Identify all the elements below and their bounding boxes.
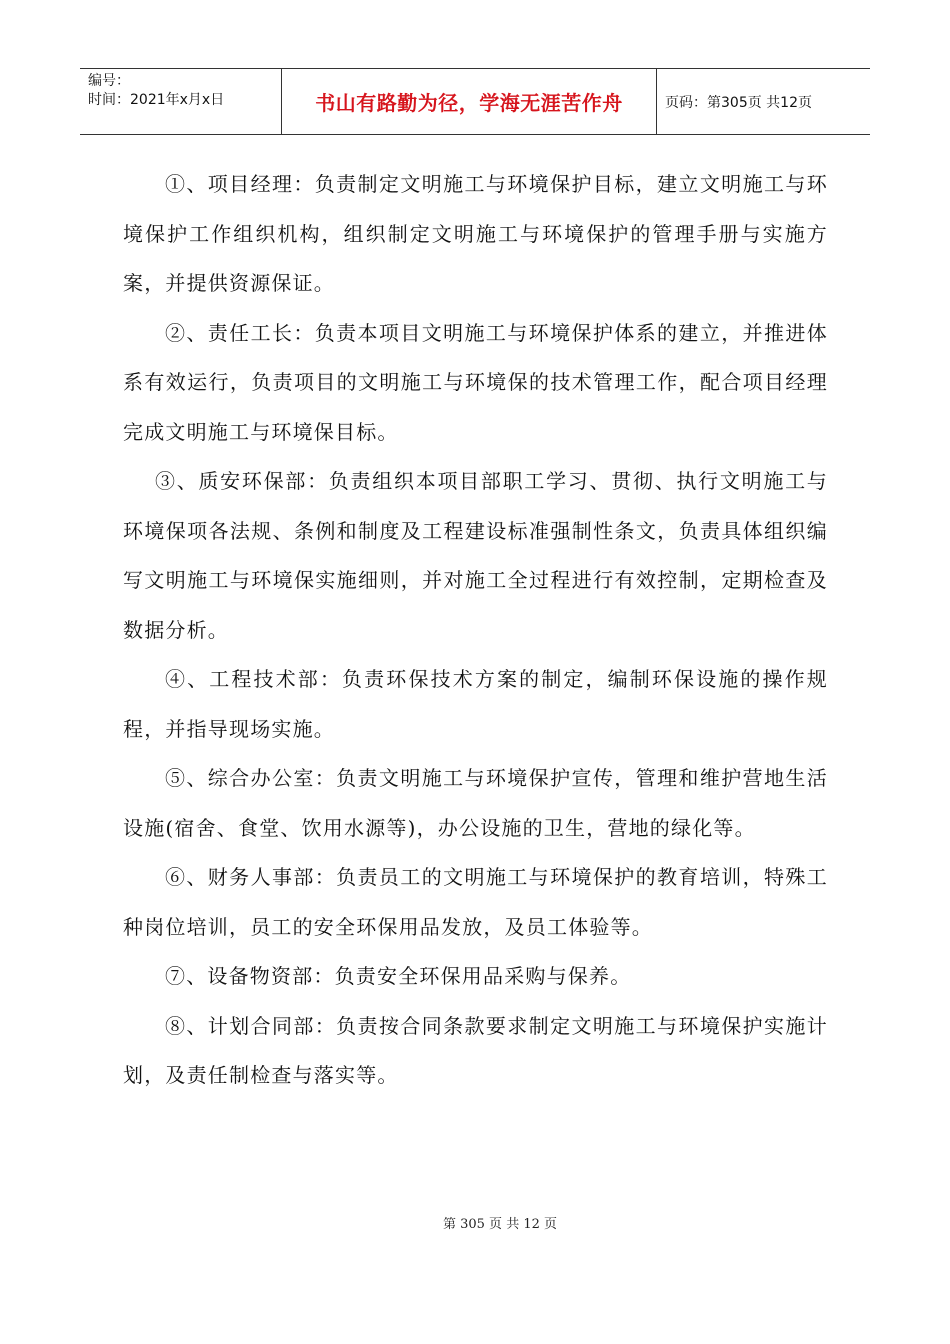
- paragraph-contracts: ⑧、计划合同部：负责按合同条款要求制定文明施工与环境保护实施计划，及责任制检查与落实等。: [123, 1013, 828, 1087]
- paragraph-finance-hr: ⑥、财务人事部：负责员工的文明施工与环境保护的教育培训，特殊工种岗位培训，员工的安全环保用品发放，及员工体验等。: [123, 865, 828, 939]
- page-header: [80, 68, 870, 135]
- document-date: 时间：2021年x月x日: [88, 92, 225, 108]
- paragraph-quality-safety: ③、质安环保部：负责组织本项目部职工学习、贯彻、执行文明施工与环境保项各法规、条例和制度及工程建设标准强制性条文，负责具体组织编写文明施工与环境保实施细则，并对施工全过程进行有效控制，定期检查及数据分析。: [123, 469, 828, 642]
- header-motto: 书山有路勤为径，学海无涯苦作舟: [282, 69, 657, 134]
- paragraph-foreman: ②、责任工长：负责本项目文明施工与环境保护体系的建立，并推进体系有效运行，负责项目的文明施工与环境保的技术管理工作，配合项目经理完成文明施工与环境保目标。: [123, 320, 828, 444]
- paragraph-engineering: ④、工程技术部：负责环保技术方案的制定，编制环保设施的操作规程，并指导现场实施。: [123, 667, 828, 741]
- page-footer: 第 305 页 共 12 页: [442, 1217, 558, 1232]
- header-meta: [80, 69, 282, 134]
- paragraph-office: ⑤、综合办公室：负责文明施工与环境保护宣传，管理和维护营地生活设施(宿舍、食堂、饮用水源等)，办公设施的卫生，营地的绿化等。: [123, 766, 828, 840]
- paragraph-equipment: ⑦、设备物资部：负责安全环保用品采购与保养。: [165, 964, 632, 988]
- document-code-label: 编号：: [88, 73, 130, 89]
- document-body: [123, 160, 828, 1101]
- header-page-info: 页码：第305页 共12页: [665, 94, 812, 111]
- paragraph-project-manager: ①、项目经理：负责制定文明施工与环境保护目标，建立文明施工与环境保护工作组织机构，组织制定文明施工与环境保护的管理手册与实施方案，并提供资源保证。: [123, 172, 828, 295]
